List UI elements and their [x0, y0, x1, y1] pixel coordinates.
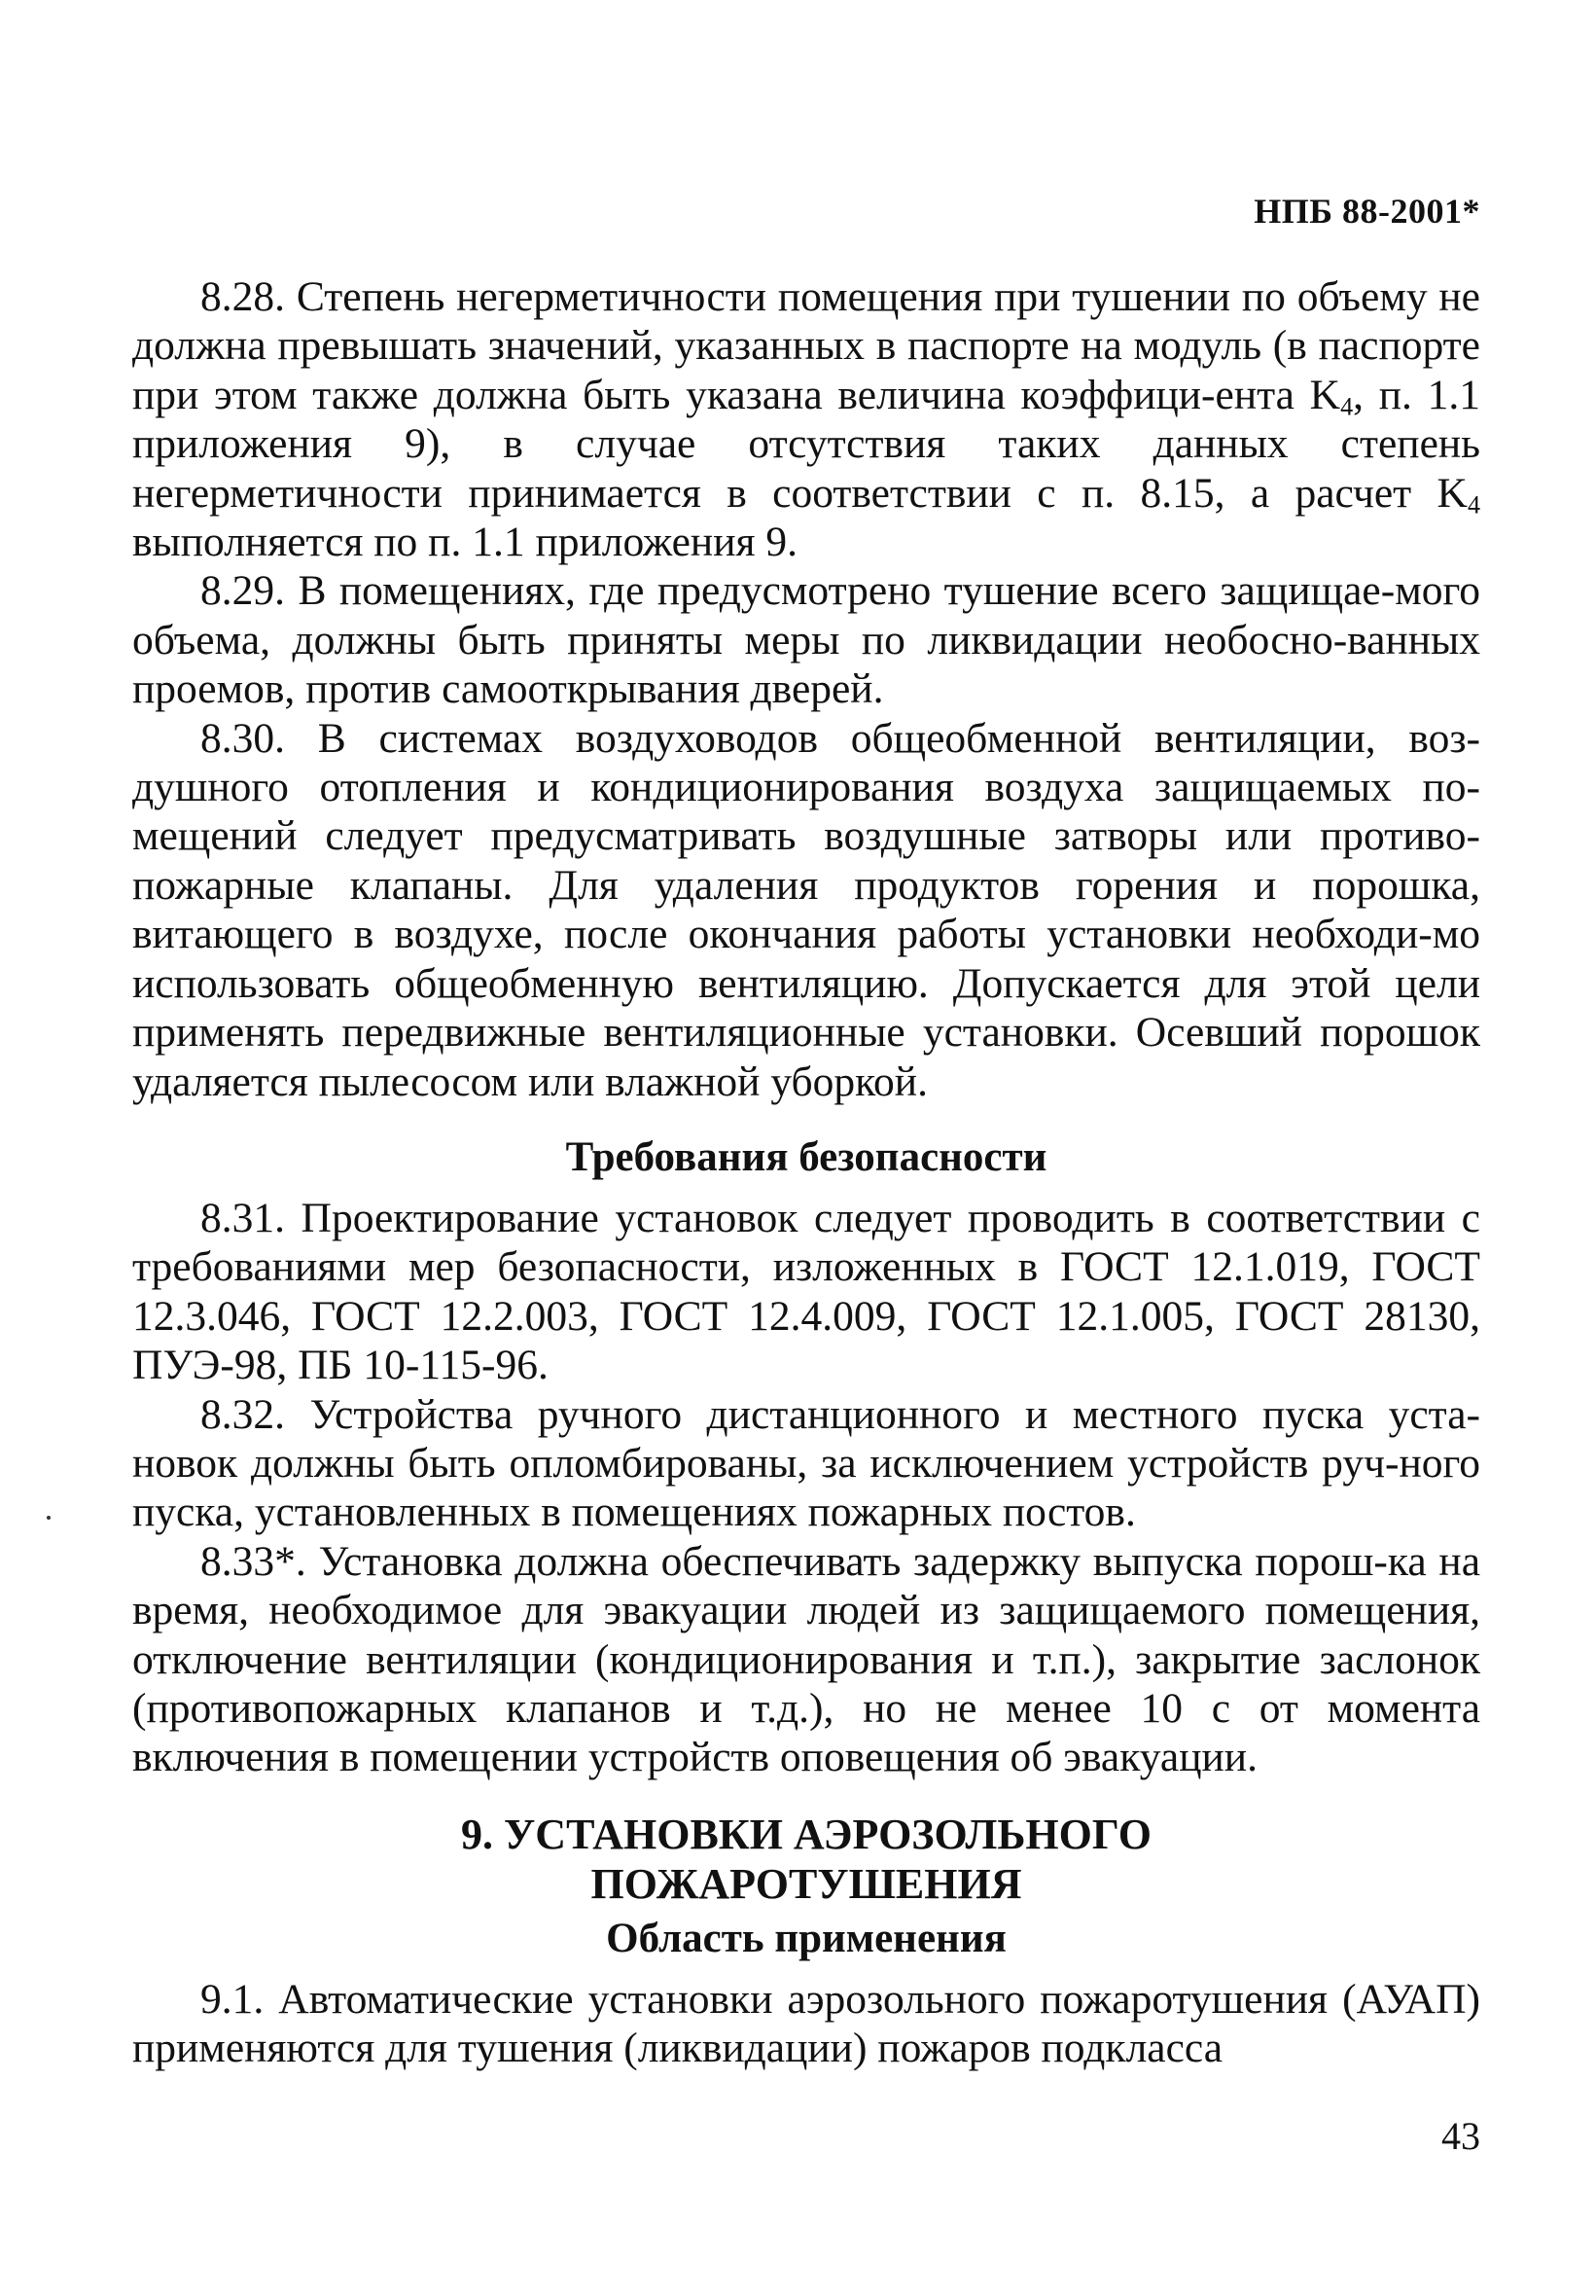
subscript-k4: 4: [1340, 392, 1354, 421]
chapter-title-line-2: ПОЖАРОТУШЕНИЯ: [590, 1859, 1022, 1908]
running-header: НПБ 88-2001*: [1254, 192, 1480, 231]
paragraph-8-33: 8.33*. Установка должна обеспечивать задержку выпуска порош-ка на время, необходимое для эвакуации людей из защищаемого помещения, отключение вентиляции (кондиционирования и т.п.), закрытие заслонок (противопожарных клапанов и т.д.), но не менее 10 с от момента включения в помещении устройств оповещения об эвакуации.: [132, 1537, 1480, 1781]
subscript-k4: 4: [1467, 490, 1480, 520]
paragraph-8-32: 8.32. Устройства ручного дистанционного и местного пуска уста-новок должны быть опломбированы, за исключением устройств руч-ного пуска, установленных в помещениях пожарных постов.: [132, 1390, 1480, 1536]
chapter-title: [132, 1810, 1480, 1909]
page-number: 43: [1441, 2114, 1480, 2158]
paragraph-8-28-part-c: выполняется по п. 1.1 приложения 9.: [132, 519, 798, 566]
paragraph-8-31: 8.31. Проектирование установок следует проводить в соответствии с требованиями мер безопасности, изложенных в ГОСТ 12.1.019, ГОСТ 12.3.046, ГОСТ 12.2.003, ГОСТ 12.4.009, ГОСТ 12.1.005, ГОСТ 28130, ПУЭ-98, ПБ 10-115-96.: [132, 1194, 1480, 1389]
document-page: [132, 0, 1480, 2296]
section-title-safety: Требования безопасности: [565, 1133, 1047, 1180]
paragraph-8-28-part-a: 8.28. Степень негерметичности помещения при тушении по объему не должна превышать значений, указанных в паспорте на модуль (в паспорте при этом также должна быть указана величина коэффици-ента K: [132, 273, 1480, 418]
section-title-scope: Область применения: [606, 1915, 1007, 1961]
paragraph-8-30: 8.30. В системах воздуховодов общеобменной вентиляции, воз-душного отопления и кондиционирования воздуха защищаемых по-мещений следует предусматривать воздушные затворы или противо-пожарные клапаны. Для удаления продуктов горения и порошка, витающего в воздухе, после окончания работы установки необходи-мо использовать общеобменную вентиляцию. Допускается для этой цели применять передвижные вентиляционные установки. Осевший порошок удаляется пылесосом или влажной уборкой.: [132, 714, 1480, 1105]
paragraph-8-28: [132, 272, 1480, 566]
scan-speck: [47, 1516, 51, 1520]
paragraph-9-1: 9.1. Автоматические установки аэрозольного пожаротушения (АУАП) применяются для тушения (ликвидации) пожаров подкласса: [132, 1975, 1480, 2072]
paragraph-8-29: 8.29. В помещениях, где предусмотрено тушение всего защищае-мого объема, должны быть приняты меры по ликвидации необосно-ванных проемов, против самооткрывания дверей.: [132, 567, 1480, 713]
paragraph-8-28-part-b: , п. 1.1 приложения 9), в случае отсутствия таких данных степень негерметичности принимается в соответствии с п. 8.15, а расчет K: [132, 371, 1480, 517]
body-text: [132, 272, 1480, 2073]
chapter-title-line-1: 9. УСТАНОВКИ АЭРОЗОЛЬНОГО: [461, 1810, 1152, 1858]
